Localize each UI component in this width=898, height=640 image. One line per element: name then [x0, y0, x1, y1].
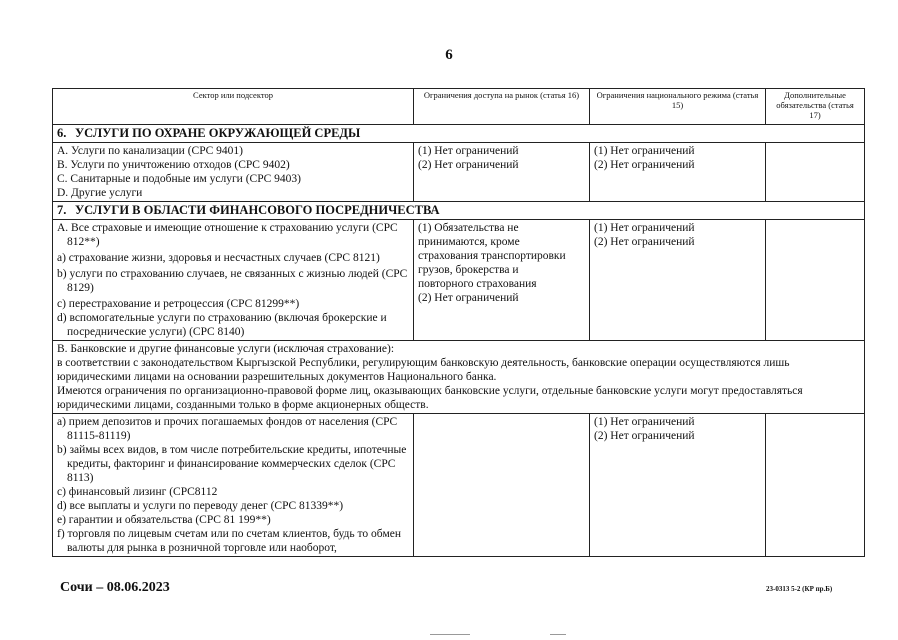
list-item: C. Санитарные и подобные им услуги (CPC 9403) [57, 173, 301, 185]
banking-row [53, 414, 865, 557]
section-6-additional [766, 143, 865, 202]
scan-artifact [430, 634, 600, 637]
list-item: d) вспомогательные услуги по страхованию (включая брокерские и посреднические услуги) (CPC 8140) [57, 312, 387, 338]
section-6-sectors [53, 143, 414, 202]
list-item: c) финансовый лизинг (CPC8112 [57, 486, 218, 498]
section-6-heading [53, 125, 865, 143]
banking-market-access [414, 414, 590, 557]
list-item: A. Услуги по канализации (CPC 9401) [57, 145, 243, 157]
list-item: (1) Нет ограничений [594, 222, 695, 234]
list-item: (2) Нет ограничений [594, 159, 695, 171]
banking-note-row [53, 341, 865, 414]
insurance-market-access [414, 220, 590, 341]
section-7-heading-row [53, 202, 865, 220]
table-header-row [53, 89, 865, 125]
list-item: c) перестрахование и ретроцессия (CPC 81299**) [57, 298, 300, 310]
list-item: (1) Нет ограничений [594, 145, 695, 157]
header-additional-commitments: Дополнительные обязательства (статья 17) [766, 89, 865, 125]
text-line: грузов, брокерства и [418, 264, 519, 276]
list-item: b) услуги по страхованию случаев, не связанных с жизнью людей (CPC 8129) [57, 268, 408, 294]
section-6-national-treatment [590, 143, 766, 202]
insurance-row [53, 220, 865, 341]
section-6-market-access [414, 143, 590, 202]
section-7-title: УСЛУГИ В ОБЛАСТИ ФИНАНСОВОГО ПОСРЕДНИЧЕСТВА [75, 203, 440, 217]
insurance-additional [766, 220, 865, 341]
text-line: страхования транспортировки [418, 250, 566, 262]
list-item: e) гарантии и обязательства (CPC 81 199**) [57, 514, 271, 526]
banking-sectors [53, 414, 414, 557]
commitments-table [52, 88, 865, 557]
banking-additional [766, 414, 865, 557]
list-item: (2) Нет ограничений [418, 159, 519, 171]
list-item: (1) Нет ограничений [594, 416, 695, 428]
header-market-access: Ограничения доступа на рынок (статья 16) [414, 89, 590, 125]
header-national-treatment: Ограничения национального режима (статья 15) [590, 89, 766, 125]
list-item: (1) Нет ограничений [418, 145, 519, 157]
list-item: d) все выплаты и услуги по переводу денег (CPC 81339**) [57, 500, 344, 512]
banking-national-treatment [590, 414, 766, 557]
list-item: (2) Нет ограничений [594, 430, 695, 442]
section-6-title: УСЛУГИ ПО ОХРАНЕ ОКРУЖАЮЩЕЙ СРЕДЫ [75, 126, 361, 140]
section-6-heading-row [53, 125, 865, 143]
text-line: (2) Нет ограничений [418, 292, 519, 304]
list-item: a) страхование жизни, здоровья и несчастных случаев (CPC 8121) [57, 252, 380, 264]
banking-note-paragraph-2: Имеются ограничения по организационно-правовой форме лиц, оказывающих банковские услуги, отдельные банковские услуги могут предоставляться юридическими лицами, созданными только в форме акционерных обществ. [57, 385, 803, 411]
section-6-row [53, 143, 865, 202]
text-line: (1) Обязательства не [418, 222, 519, 234]
banking-note-title: B. Банковские и другие финансовые услуги (исключая страхование): [57, 343, 395, 355]
list-item: B. Услуги по уничтожению отходов (CPC 9402) [57, 159, 290, 171]
footer-document-code: 23-0313 5-2 (КР пр.Б) [766, 585, 833, 593]
list-item: b) займы всех видов, в том числе потребительские кредиты, ипотечные кредиты, факторинг и финансирование коммерческих сделок (CPC 8113) [57, 444, 407, 484]
text-line: принимаются, кроме [418, 236, 520, 248]
list-item: f) торговля по лицевым счетам или по счетам клиентов, будь то обмен валюты для рынка в розничной торговле или наоборот, [57, 528, 402, 554]
list-item: a) прием депозитов и прочих погашаемых фондов от населения (CPC 81115-81119) [57, 416, 398, 442]
header-sector: Сектор или подсектор [53, 89, 414, 125]
section-7-heading [53, 202, 865, 220]
text-line: повторного страхования [418, 278, 537, 290]
banking-note-paragraph-1: в соответствии с законодательством Кыргызской Республики, регулирующим банковскую деятельность, банковские операции осуществляются лишь юридическими лицами на основании разрешительных документов Национального банка. [57, 357, 790, 383]
footer-place-date: Сочи – 08.06.2023 [60, 580, 170, 595]
section-7-number: 7. [57, 203, 67, 217]
section-6-number: 6. [57, 126, 67, 140]
insurance-sectors [53, 220, 414, 341]
list-item: D. Другие услуги [57, 187, 143, 199]
banking-note [53, 341, 865, 414]
page-number: 6 [445, 47, 453, 63]
list-item: (2) Нет ограничений [594, 236, 695, 248]
list-item: A. Все страховые и имеющие отношение к страхованию услуги (CPC 812**) [57, 222, 398, 248]
insurance-national-treatment [590, 220, 766, 341]
